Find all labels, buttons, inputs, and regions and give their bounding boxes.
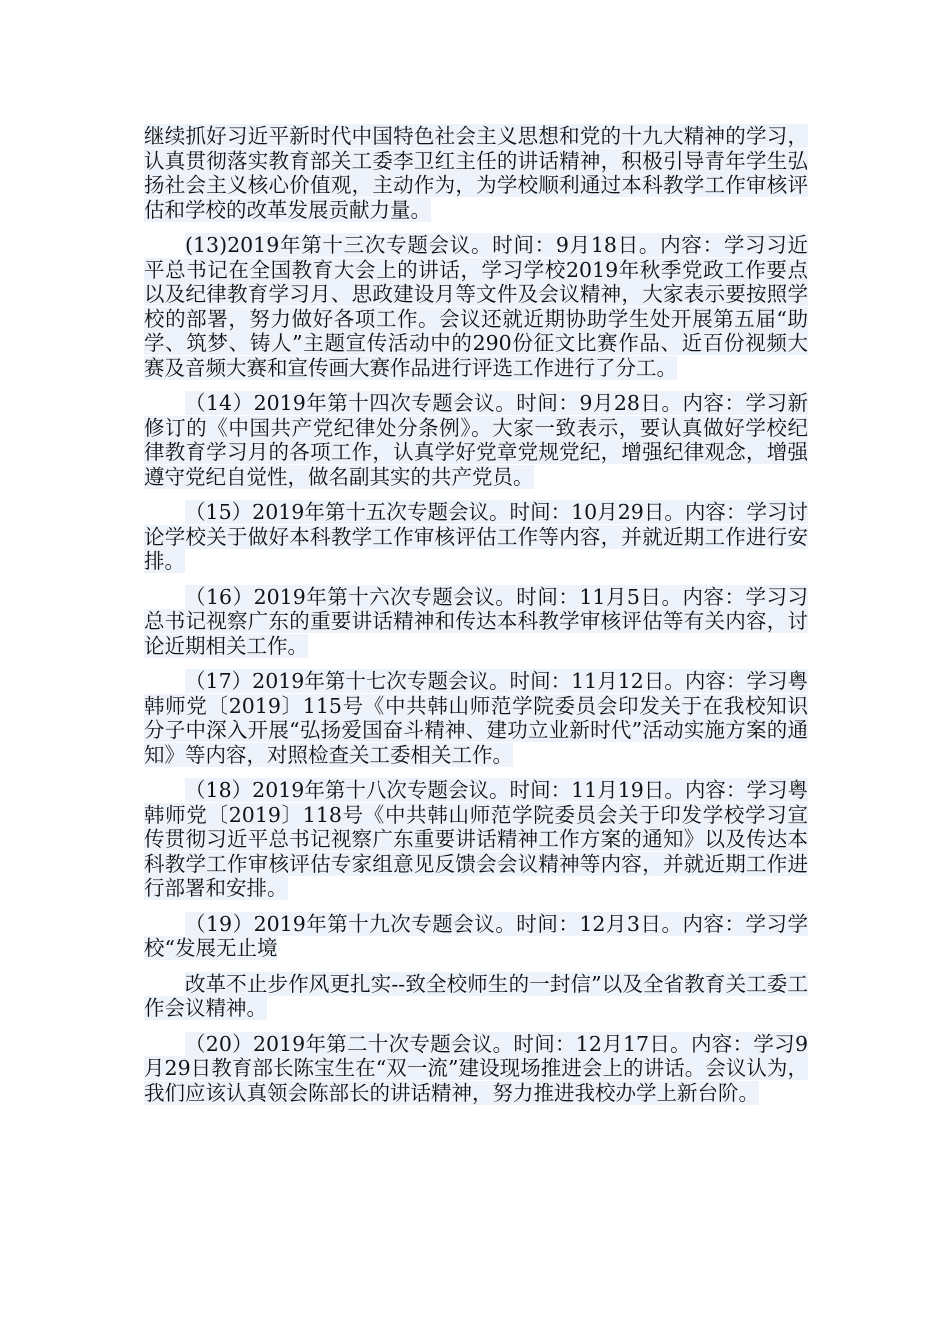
paragraph-text: （17）2019年第十七次专题会议。时间：11月12日。内容：学习粤韩师党〔2019〕115号《中共韩山师范学院委员会印发关于在我校知识分子中深入开展“弘扬爱国奋斗精神、建功立业新时代”活动实施方案的通知》等内容，对照检查关工委相关工作。	[144, 669, 808, 767]
paragraph-meeting-16	[144, 585, 808, 659]
paragraph-meeting-14	[144, 391, 808, 489]
paragraph-text: （14）2019年第十四次专题会议。时间：9月28日。内容：学习新修订的《中国共产党纪律处分条例》。大家一致表示，要认真做好学校纪律教育学习月的各项工作，认真学好党章党规党纪，增强纪律观念，增强遵守党纪自觉性，做名副其实的共产党员。	[144, 391, 808, 489]
paragraph-intro	[144, 124, 808, 222]
paragraph-text: 改革不止步作风更扎实--致全校师生的一封信”以及全省教育关工委工作会议精神。	[144, 971, 808, 1020]
paragraph-meeting-17	[144, 669, 808, 767]
paragraph-meeting-15	[144, 500, 808, 574]
paragraph-text: （15）2019年第十五次专题会议。时间：10月29日。内容：学习讨论学校关于做好本科教学工作审核评估工作等内容，并就近期工作进行安排。	[144, 500, 808, 573]
paragraph-text: （20）2019年第二十次专题会议。时间：12月17日。内容：学习9月29日教育部长陈宝生在“双一流”建设现场推进会上的讲话。会议认为，我们应该认真领会陈部长的讲话精神，努力推进我校办学上新台阶。	[144, 1031, 808, 1105]
paragraph-text: （19）2019年第十九次专题会议。时间：12月3日。内容：学习学校“发展无止境	[144, 911, 808, 960]
paragraph-meeting-20	[144, 1032, 808, 1106]
paragraph-text: (13)2019年第十三次专题会议。时间：9月18日。内容：学习习近平总书记在全国教育大会上的讲话，学习学校2019年秋季党政工作要点以及纪律教育学习月、思政建设月等文件及会议精神，大家表示要按照学校的部署，努力做好各项工作。会议还就近期协助学生处开展第五届“助学、筑梦、铸人”主题宣传活动中的290份征文比赛作品、近百份视频大赛及音频大赛和宣传画大赛作品进行评选工作进行了分工。	[144, 233, 808, 380]
paragraph-meeting-18	[144, 778, 808, 901]
paragraph-meeting-13	[144, 233, 808, 380]
paragraph-meeting-19-part1	[144, 912, 808, 961]
paragraph-text: （16）2019年第十六次专题会议。时间：11月5日。内容：学习习总书记视察广东的重要讲话精神和传达本科教学审核评估等有关内容，讨论近期相关工作。	[144, 584, 808, 658]
paragraph-text: 继续抓好习近平新时代中国特色社会主义思想和党的十九大精神的学习，认真贯彻落实教育部关工委李卫红主任的讲话精神，积极引导青年学生弘扬社会主义核心价值观，主动作为，为学校顺利通过本科教学工作审核评估和学校的改革发展贡献力量。	[144, 124, 808, 222]
paragraph-text: （18）2019年第十八次专题会议。时间：11月19日。内容：学习粤韩师党〔2019〕118号《中共韩山师范学院委员会关于印发学校学习宣传贯彻习近平总书记视察广东重要讲话精神工作方案的通知》以及传达本科教学工作审核评估专家组意见反馈会会议精神等内容，并就近期工作进行部署和安排。	[144, 778, 808, 900]
paragraph-meeting-19-part2	[144, 972, 808, 1021]
document-body	[144, 124, 808, 1116]
